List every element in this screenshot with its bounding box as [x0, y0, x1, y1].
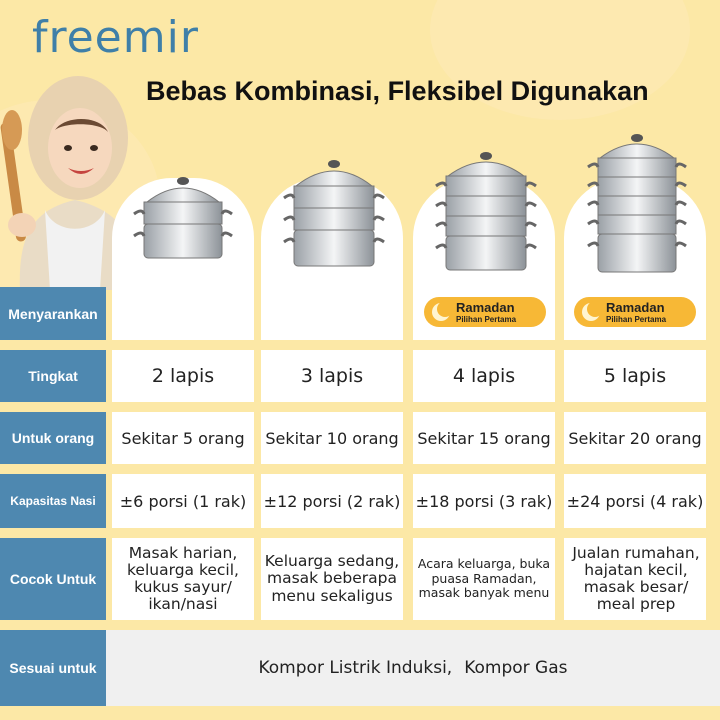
cell-cocok-untuk: Masak harian, keluarga kecil, kukus sayur/ ikan/nasi: [127, 543, 239, 614]
cell-cocok-untuk: Keluarga sedang, masak beberapa menu sekaligus: [264, 552, 400, 605]
stove-gas: Kompor Gas: [464, 658, 568, 678]
row-label-tingkat: Tingkat: [0, 350, 106, 402]
cell-untuk-orang: Sekitar 20 orang: [568, 428, 702, 448]
cell-untuk-orang: Sekitar 5 orang: [121, 428, 245, 448]
cell-untuk-orang: Sekitar 10 orang: [265, 428, 399, 448]
row-label-kapasitas-nasi: Kapasitas Nasi: [0, 474, 106, 528]
crescent-moon-icon: [580, 301, 602, 323]
cell-untuk-orang: Sekitar 15 orang: [417, 428, 551, 448]
steamer-pot-2-tier: [132, 174, 234, 264]
row-separator: [0, 620, 720, 630]
badge-subtitle: Pilihan Pertama: [456, 314, 517, 324]
cell-kapasitas: ±12 porsi (2 rak): [263, 491, 401, 511]
row-label-cocok-untuk: Cocok Untuk: [0, 538, 106, 620]
badge-title: Ramadan: [456, 299, 515, 315]
row-separator: [0, 464, 720, 474]
bottom-strip: [0, 706, 720, 720]
cell-kapasitas: ±18 porsi (3 rak): [415, 491, 553, 511]
steamer-pot-4-tier: [434, 148, 538, 274]
page-title: Bebas Kombinasi, Fleksibel Digunakan: [146, 76, 649, 106]
cell-cocok-untuk: Acara keluarga, buka puasa Ramadan, masak banyak menu: [417, 556, 551, 601]
row-label-menyarankan: Menyarankan: [0, 287, 106, 340]
brand-logo: freemir: [32, 12, 199, 63]
badge-subtitle: Pilihan Pertama: [606, 314, 667, 324]
cell-tingkat: 4 lapis: [452, 365, 516, 387]
cell-tingkat: 5 lapis: [603, 365, 667, 387]
row-label-untuk-orang: Untuk orang: [0, 412, 106, 464]
cell-cocok-untuk: Jualan rumahan, hajatan kecil, masak besar/ meal prep: [572, 543, 700, 614]
row-separator: [0, 528, 720, 538]
row-label-sesuai-untuk: Sesuai untuk: [0, 630, 106, 706]
cell-tingkat: 2 lapis: [151, 365, 215, 387]
stove-induction: Kompor Listrik Induksi,: [258, 658, 453, 678]
ramadan-badge: [574, 297, 696, 327]
row-separator: [0, 340, 720, 350]
steamer-pot-5-tier: [586, 130, 688, 276]
cell-tingkat: 3 lapis: [300, 365, 364, 387]
cell-kapasitas: ±24 porsi (4 rak): [566, 491, 704, 511]
steamer-pot-3-tier: [282, 156, 386, 270]
crescent-moon-icon: [430, 301, 452, 323]
ramadan-badge: [424, 297, 546, 327]
compatible-stoves: [106, 630, 720, 706]
cell-kapasitas: ±6 porsi (1 rak): [119, 491, 247, 511]
row-separator: [0, 402, 720, 412]
badge-title: Ramadan: [606, 299, 665, 315]
